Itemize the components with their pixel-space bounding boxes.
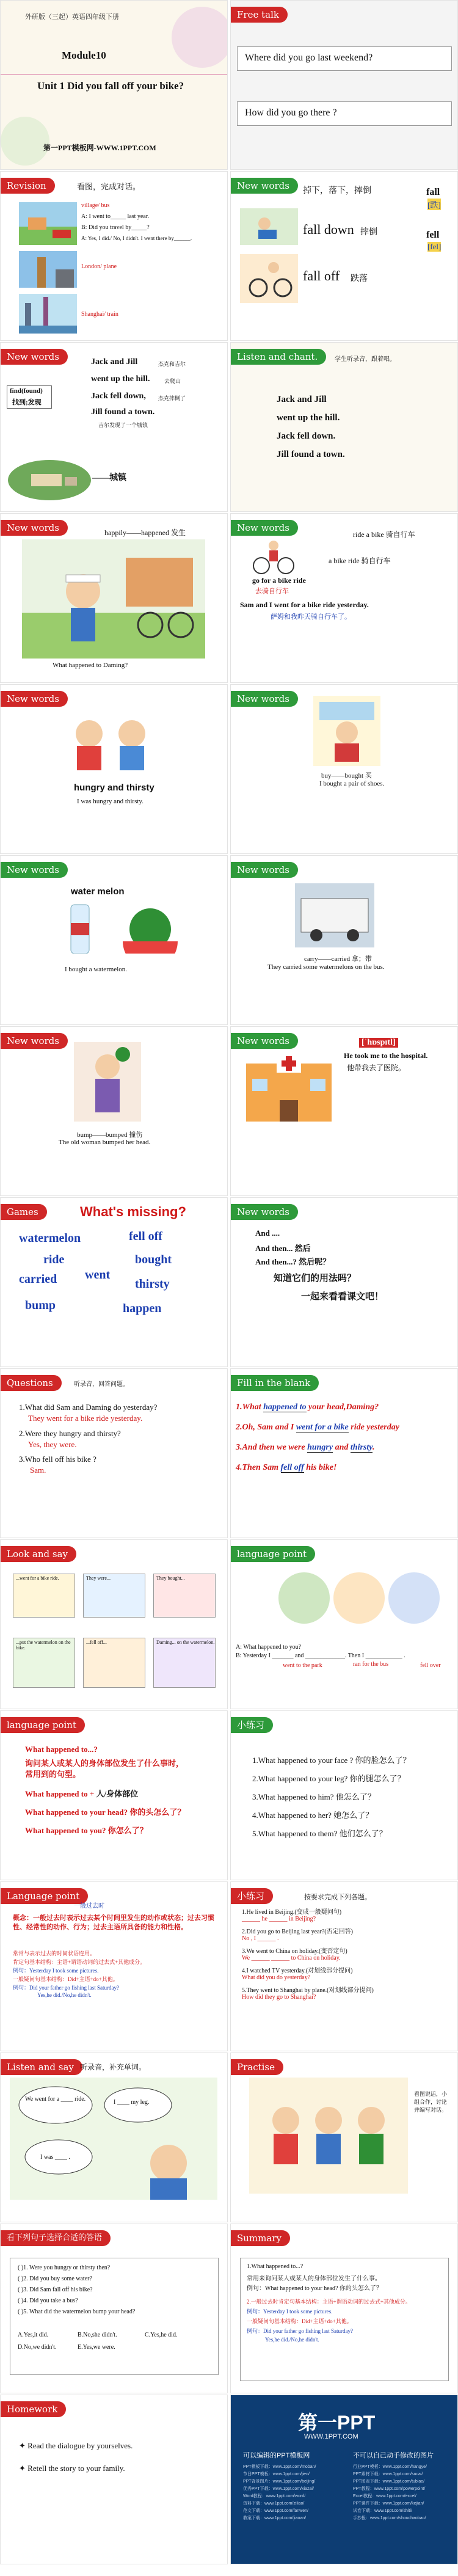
ad-link[interactable]: 资料下载：www.1ppt.com/ziliao/ — [243, 2501, 305, 2506]
chant-line: went up the hill. — [277, 413, 340, 423]
slide-tag: New words — [1, 349, 68, 365]
question-text: A: What happened to you? — [236, 1644, 302, 1651]
summary-line: 常用来询问某人或某人的身体部位发生了什么事。 — [247, 2275, 381, 2282]
slide-hospital — [230, 1026, 458, 1196]
answer-text: Sam. — [30, 1465, 46, 1475]
game-word[interactable]: thirsty — [135, 1277, 170, 1291]
slide-language-point-pictures — [230, 1539, 458, 1709]
card-caption: They bought... — [156, 1575, 185, 1581]
chant-line: Jill found a town. — [277, 450, 345, 459]
exercise-answer: We ______ ______ to China on holiday. — [242, 1955, 341, 1961]
question-text: 1.What did Sam and Daming do yesterday? — [19, 1403, 158, 1412]
word-find-cn: 找到;发现 — [12, 399, 42, 406]
brand-logo: 第一PPT — [298, 2412, 376, 2434]
slide-tag: New words — [1, 1033, 68, 1049]
phonetic-badge: [ˈhɒspɪtl] — [359, 1038, 398, 1048]
phrase-line: And then...? 然后呢？ — [255, 1257, 331, 1266]
fall-down-picture — [240, 208, 298, 245]
ad-link[interactable]: 优秀PPT下载：www.1ppt.com/xiazai/ — [243, 2487, 314, 2491]
london-picture — [19, 251, 77, 288]
rhyme-cn: 去爬山 — [164, 378, 181, 384]
word-town — [92, 471, 126, 483]
game-word[interactable]: bought — [135, 1253, 172, 1266]
word-watermelon: water melon — [71, 886, 125, 897]
card-caption: Daming... on the watermelon. — [156, 1640, 215, 1645]
exercise-item: ( )3. Did Sam fall off his bike? — [18, 2286, 93, 2293]
summary-line: 一般疑问句基本结构：Did+主语+do+其他。 — [247, 2318, 352, 2324]
rule-text: 肯定句基本结构：主语+谓语动词的过去式+其他成分。 — [13, 1959, 146, 1965]
ad-link[interactable]: 范文下载：www.1ppt.com/fanwen/ — [243, 2509, 308, 2513]
phrase-go-for: go for a bike ride — [252, 576, 306, 585]
ad-link[interactable]: PPT素材下载：www.1ppt.com/sucai/ — [353, 2472, 423, 2476]
question-box — [237, 46, 452, 71]
example-sentence: They carried some watermelons on the bus. — [267, 963, 385, 971]
summary-line: Yes,he did./No,he didn't. — [265, 2337, 319, 2343]
arrow-icon: —— — [92, 473, 109, 483]
slide-tag: 看下列句子选择合适的答语 — [1, 2230, 111, 2246]
slide-summary — [230, 2224, 458, 2393]
ad-link[interactable]: PPT背景图片：www.1ppt.com/beijing/ — [243, 2479, 316, 2484]
daming-bandage-picture — [22, 539, 205, 659]
question-text: 知道它们的用法吗？ — [274, 1274, 357, 1283]
card-caption: ...went for a bike ride. — [16, 1575, 59, 1581]
slide-title — [0, 0, 228, 170]
slide-tag: New words — [231, 862, 298, 878]
fill-text: . — [372, 1443, 375, 1452]
phrase-line: And .... — [255, 1228, 280, 1238]
fall-off-picture — [240, 254, 298, 303]
slide-look-say — [0, 1539, 228, 1709]
ad-link[interactable]: 手抄报：www.1ppt.com/shouchaobao/ — [353, 2516, 426, 2520]
fill-text: 2.Oh, Sam and I — [236, 1423, 296, 1432]
summary-line: 1.What happened to...? — [247, 2263, 304, 2270]
ad-link[interactable]: PPT课件下载：www.1ppt.com/kejian/ — [353, 2501, 424, 2506]
story-card — [153, 1574, 216, 1618]
exercise-answer: ______ he ______ in Beijing? — [242, 1916, 316, 1922]
example-text: 例句：Yesterday I took some pictures. — [13, 1968, 99, 1974]
concept-text: 概念：一般过去时表示过去某个时间里发生的动作或状态；过去习惯性、经常性的动作、行为；过去主语所具备的能力和性格。 — [13, 1914, 214, 1931]
practice-item: 3.What happened to him? 他怎么了？ — [252, 1792, 376, 1801]
watermelon-picture — [120, 905, 181, 954]
exercise-item: 4.I watched TV yesterday.(对划线部分提问) — [242, 1968, 353, 1974]
slide-past-tense — [0, 1881, 228, 2051]
slide-tag: Summary — [231, 2230, 290, 2246]
prompt-text: London/ plane — [81, 263, 117, 270]
option-item: C.Yes,he did. — [145, 2332, 178, 2338]
game-word[interactable]: carried — [19, 1272, 57, 1286]
word-bought: buy——bought 买 — [321, 772, 372, 779]
exercise-answer: What did you do yesterday? — [242, 1974, 311, 1981]
question-text: Where did you go last weekend? — [245, 53, 373, 63]
slide-tag: New words — [231, 520, 298, 536]
fill-text: his bike! — [304, 1463, 337, 1472]
woman-bump-picture — [74, 1042, 141, 1122]
exercise-item: 5.They went to Shanghai by plane.(对划线部分提问) — [242, 1987, 374, 1994]
exercise-box — [10, 2258, 219, 2375]
slide-free-talk — [230, 0, 458, 170]
slide-tag: Listen and chant. — [231, 349, 326, 365]
homework-item — [19, 2464, 125, 2473]
example-sentence: The old woman bumped her head. — [59, 1139, 151, 1146]
slide-choose-answers — [0, 2224, 228, 2393]
slide-questions — [0, 1368, 228, 1538]
sub-text: 听录音，补充单词。 — [80, 2063, 147, 2071]
exercise-item: ( )1. Were you hungry or thirsty then? — [18, 2264, 111, 2271]
story-card — [83, 1574, 145, 1618]
prompt-text: village/ bus — [81, 202, 110, 209]
bus-picture — [295, 883, 374, 947]
example-sentence: Sam and I went for a bike ride yesterday. — [240, 600, 369, 609]
ad-text: 不可以自己动手修改的图片 — [353, 2452, 434, 2459]
town-picture — [7, 459, 92, 502]
exercise-item: 3.We went to China on holiday.(变否定句) — [242, 1948, 347, 1955]
slide-tag: New words — [231, 1033, 298, 1049]
example-sentence: I bought a pair of shoes. — [319, 780, 385, 787]
slide-listen-say — [0, 2052, 228, 2222]
slide-tag: New words — [1, 520, 68, 536]
slide-tag: Listen and say — [1, 2059, 82, 2075]
slide-happened — [0, 513, 228, 683]
slide-tag: Questions — [1, 1375, 62, 1391]
word-bumped: bump——bumped 撞伤 — [77, 1131, 143, 1139]
exercise-answer: How did they go to Shanghai? — [242, 1994, 316, 2001]
fill-answer: happened to — [263, 1403, 307, 1412]
hint-text: ran for the bus — [353, 1661, 389, 1668]
brand-url: WWW.1PPT.COM — [304, 2433, 358, 2440]
ad-link[interactable]: Word教程：www.1ppt.com/word/ — [243, 2494, 306, 2498]
slide-tag: Language point — [1, 1888, 88, 1904]
word-card — [7, 385, 52, 409]
slide-new-words-fall — [230, 171, 458, 341]
water-bottle-picture — [62, 902, 98, 954]
bullet-icon: ✦ — [19, 2441, 28, 2450]
village-picture — [19, 202, 77, 245]
example-sentence: He took me to the hospital. — [344, 1051, 428, 1060]
slide-bike-ride — [230, 513, 458, 683]
slide-homework — [0, 2395, 228, 2564]
bullet-icon: ✦ — [19, 2464, 28, 2473]
slide-tag: 小练习 — [231, 1888, 273, 1904]
summary-line: 例句：Yesterday I took some pictures. — [247, 2308, 333, 2315]
module-title: Module10 — [62, 49, 106, 61]
pattern-explain: 询问某人或某人的身体部位发生了什么事时， — [25, 1759, 184, 1768]
fill-line-2 — [236, 1423, 399, 1432]
slide-tag: Homework — [1, 2401, 66, 2417]
word-find: find(found) — [10, 387, 43, 395]
fill-text: ride yesterday — [348, 1423, 399, 1432]
slide-ad — [230, 2395, 458, 2564]
ad-link[interactable]: PPT教程：www.1ppt.com/powerpoint/ — [353, 2487, 426, 2491]
summary-line: 例句：What happened to your head? 你的头怎么了？ — [247, 2285, 382, 2292]
hint-text: fell over — [420, 1662, 441, 1669]
rhyme-line: Jack and Jill — [91, 357, 138, 367]
slide-and-then — [230, 1197, 458, 1367]
question-text: How did you go there ? — [245, 108, 337, 118]
ad-link[interactable]: 试卷下载：www.1ppt.com/shiti/ — [353, 2509, 412, 2513]
example-cn: 萨姆和我昨天骑自行车了。 — [271, 613, 351, 621]
card-caption: ...fell off... — [86, 1640, 107, 1645]
practice-item: 2.What happened to your leg? 你的腿怎么了？ — [252, 1774, 405, 1783]
fill-answer: fell off — [280, 1463, 304, 1472]
practice-item: 4.What happened to her? 她怎么了？ — [252, 1811, 374, 1820]
story-card — [13, 1638, 75, 1688]
example-sentence: I was hungry and thirsty. — [77, 798, 144, 805]
slide-language-point-what-happened — [0, 1710, 228, 1880]
fill-text: your head,Daming? — [306, 1403, 379, 1412]
card-caption: They were... — [86, 1575, 111, 1581]
slide-games — [0, 1197, 228, 1367]
example-sentence: What happened to your head? 你的头怎么了？ — [25, 1808, 186, 1817]
game-word[interactable]: bump — [25, 1299, 56, 1312]
unit-title: Unit 1 Did you fall off your bike? — [37, 80, 184, 92]
fill-text: 4.Then Sam — [236, 1463, 281, 1472]
practice-item: 1.What happened to your face ? 你的脸怎么了？ — [252, 1756, 411, 1765]
sub-text: 学生听录音，跟着唱。 — [335, 356, 396, 363]
chant-line: Jack fell down. — [277, 431, 336, 441]
homework-item — [19, 2441, 133, 2451]
dialogue-line: A: Yes, I did./ No, I didn't. I went there by______. — [81, 235, 192, 241]
slide-practice-1 — [230, 1710, 458, 1880]
slide-carried — [230, 855, 458, 1025]
dialogue-line: B: Did you travel by_____? — [81, 224, 150, 231]
phrase-cn: 摔倒 — [360, 228, 377, 237]
bubble-text: I ____ my leg. — [114, 2099, 150, 2106]
word-happened: happily——happened 发生 — [104, 528, 186, 537]
slide-practice-2 — [230, 1881, 458, 2051]
homework-text: Read the dialogue by yourselves. — [27, 2441, 133, 2450]
exercise-item: ( )5. What did the watermelon bump your head? — [18, 2308, 136, 2315]
bubble-text: We went for a ____ ride. — [25, 2096, 86, 2103]
example-sentence: I bought a watermelon. — [65, 966, 128, 973]
slide-tag: Fill in the blank — [231, 1375, 319, 1391]
phonetic-badge: [跌] — [427, 199, 441, 210]
slide-watermelon — [0, 855, 228, 1025]
slide-tag: language point — [231, 1546, 315, 1562]
question-text: What happened to Daming? — [53, 662, 128, 669]
hint-text: went to the park — [283, 1662, 322, 1669]
phrase-cn: 跌落 — [351, 274, 368, 283]
slide-tag: New words — [231, 178, 298, 194]
phrase-ride-bike: ride a bike 骑自行车 — [353, 530, 415, 539]
option-item: D.No,we didn't. — [18, 2344, 57, 2351]
phonetic-badge: [fel] — [427, 242, 442, 251]
question-text: 2.Were they hungry and thirsty? — [19, 1429, 121, 1438]
slide-tag: Practise — [231, 2059, 283, 2075]
ad-link[interactable]: Excel教程：www.1ppt.com/excel/ — [353, 2494, 416, 2498]
fill-answer: thirsty — [350, 1443, 373, 1452]
practise-picture — [249, 2078, 408, 2194]
kids-picture — [62, 712, 159, 773]
bubble-text: I was ____ . — [40, 2154, 70, 2161]
shanghai-picture — [19, 294, 77, 334]
answer-text: 一起来看看课文吧！ — [301, 1292, 384, 1302]
fill-text: and — [333, 1443, 351, 1452]
instruction-text: 看图，完成对话。 — [77, 182, 141, 191]
game-word[interactable]: went — [85, 1268, 111, 1282]
phrase-fall-off: fall off — [303, 268, 340, 283]
story-card — [153, 1638, 216, 1688]
footer-label: 第一PPT模板网-WWW.1PPT.COM — [43, 144, 156, 152]
game-word[interactable]: happen — [123, 1302, 162, 1315]
card-caption: ...put the watermelon on the bike. — [16, 1640, 71, 1651]
phrase-fall-down: fall down — [303, 222, 354, 237]
ad-link[interactable]: 行业PPT模板：www.1ppt.com/hangye/ — [353, 2465, 427, 2469]
hospital-picture — [240, 1051, 338, 1125]
fill-line-3 — [236, 1443, 374, 1453]
sub-text: 按要求完成下列各题。 — [304, 1894, 371, 1901]
summary-box — [240, 2258, 449, 2381]
ad-link[interactable]: 教案下载：www.1ppt.com/jiaoan/ — [243, 2516, 307, 2520]
town-cn: 城镇 — [109, 473, 126, 483]
slide-revision — [0, 171, 228, 341]
story-card — [83, 1638, 145, 1688]
pattern-explain: 常用到的句型。 — [25, 1770, 81, 1779]
dialogue-line: A: I went to_____ last year. — [81, 213, 150, 220]
slide-bumped — [0, 1026, 228, 1196]
question-box — [237, 101, 452, 126]
word-carried: carry——carried 拿；带 — [304, 955, 372, 963]
option-item: E.Yes,we were. — [78, 2344, 115, 2351]
slide-tag: Revision — [1, 178, 55, 194]
bike-rider-picture — [252, 538, 295, 575]
ad-link[interactable]: PPT模板下载：www.1ppt.com/moban/ — [243, 2465, 316, 2469]
phrase-line: And then... 然后 — [255, 1244, 311, 1253]
summary-line: 2.一般过去时肯定句基本结构：主语+谓语动词的过去式+其他成分。 — [247, 2299, 411, 2305]
slide-new-words-town — [0, 342, 228, 512]
exercise-item: ( )2. Did you buy some water? — [18, 2275, 92, 2282]
example-cn: 他带我去了医院。 — [347, 1064, 406, 1072]
slide-tag: Games — [1, 1204, 47, 1220]
exercise-item: 1.He lived in Beijing.(变成一般疑问句) — [242, 1909, 342, 1916]
question-text: 3.Who fell off his bike ? — [19, 1454, 96, 1464]
meaning-text: 掉下，落下，摔倒 — [303, 186, 371, 195]
slide-chant — [230, 342, 458, 512]
ad-link[interactable]: PPT图表下载：www.1ppt.com/tubiao/ — [353, 2479, 425, 2484]
slide-tag: New words — [231, 1204, 298, 1220]
rhyme-line: went up the hill. — [91, 374, 150, 384]
fill-text: 3.And then we were — [236, 1443, 308, 1452]
answer-text: They went for a bike ride yesterday. — [28, 1414, 143, 1423]
game-word[interactable]: watermelon — [19, 1231, 81, 1245]
slide-tag: Free talk — [231, 7, 288, 23]
rhyme-line: Jill found a town. — [91, 407, 155, 417]
answer-template: B: Yesterday I _______ and _____________. Then I ____________ . — [236, 1652, 405, 1659]
word-hungry-thirsty: hungry and thirsty — [74, 783, 154, 793]
slide-fill-blank — [230, 1368, 458, 1538]
slide-tag: Look and say — [1, 1546, 76, 1562]
sub-text: 看图说话，小组合作，讨论并编写对话。 — [414, 2091, 448, 2113]
fill-line-4 — [236, 1463, 336, 1473]
rhyme-cn: 吉尔发现了一个城镇 — [98, 422, 148, 428]
option-item: B.No,she didn't. — [78, 2332, 117, 2338]
summary-line: 例句：Did your father go fishing last Saturday? — [247, 2328, 353, 2334]
pattern-formula — [25, 1787, 138, 1799]
exercise-item: 2.Did you go to Beijing last year?(否定回答) — [242, 1928, 353, 1935]
practice-item: 5.What happened to them? 他们怎么了？ — [252, 1829, 387, 1838]
answer-text: Yes, they were. — [28, 1440, 77, 1449]
game-title: What's missing? — [80, 1204, 186, 1219]
slide-tag: New words — [231, 691, 298, 707]
rhyme-cn: 杰克摔倒了 — [158, 395, 186, 401]
slide-tag: 小练习 — [231, 1717, 273, 1733]
story-pictures — [274, 1564, 445, 1632]
sub-title: 一般过去时 — [74, 1903, 104, 1910]
homework-text: Retell the story to your family. — [27, 2464, 125, 2473]
rule-text: 一般疑问句基本结构：Did+主语+do+其他。 — [13, 1976, 118, 1982]
word-fall: fall — [426, 187, 440, 197]
phrase-bike-ride: a bike ride 骑自行车 — [329, 556, 391, 565]
rhyme-cn: 杰克和吉尔 — [158, 361, 186, 367]
option-item: A.Yes,it did. — [18, 2332, 49, 2338]
example-text: Yes,he did./No,he didn't. — [37, 1992, 92, 1998]
pattern-title: What happened to...? — [25, 1745, 98, 1754]
story-card — [13, 1574, 75, 1618]
fill-answer: hungry — [307, 1443, 333, 1452]
word-fell: fell — [426, 230, 440, 240]
game-word[interactable]: ride — [43, 1253, 65, 1266]
example-sentence: What happened to you? 你怎么了？ — [25, 1826, 148, 1835]
fill-answer: went for a bike — [296, 1423, 349, 1432]
prompt-text: Shanghai/ train — [81, 311, 118, 318]
slide-tag: language point — [1, 1717, 85, 1733]
example-text: 例句：Did your father go fishing last Saturday? — [13, 1985, 119, 1991]
chant-line: Jack and Jill — [277, 395, 327, 404]
fill-text: 1.What — [236, 1403, 264, 1412]
slide-tag: New words — [1, 862, 68, 878]
slide-hungry-thirsty — [0, 684, 228, 854]
ad-text: 可以编辑的PPT模板网 — [243, 2452, 310, 2459]
formula-text: What happened to + — [25, 1789, 96, 1798]
formula-slot: 人/身体部位 — [96, 1789, 139, 1798]
fill-line-1 — [236, 1403, 379, 1412]
sub-text: 听录音，回答问题。 — [74, 1381, 129, 1388]
phrase-go-for-cn: 去骑自行车 — [255, 588, 289, 595]
shoe-shop-picture — [313, 696, 380, 766]
rule-text: 常常与表示过去的时间状语连用。 — [13, 1950, 96, 1957]
ad-link[interactable]: 节日PPT模板：www.1ppt.com/jieri/ — [243, 2472, 310, 2476]
publisher-label: 外研版（三起）英语四年级下册 — [25, 13, 119, 21]
slide-practise — [230, 2052, 458, 2222]
game-word[interactable]: fell off — [129, 1230, 162, 1243]
exercise-answer: No , I ______ . — [242, 1935, 279, 1942]
slide-bought — [230, 684, 458, 854]
slide-tag: New words — [1, 691, 68, 707]
rhyme-line: Jack fell down, — [91, 392, 146, 401]
exercise-item: ( )4. Did you take a bus? — [18, 2297, 78, 2304]
